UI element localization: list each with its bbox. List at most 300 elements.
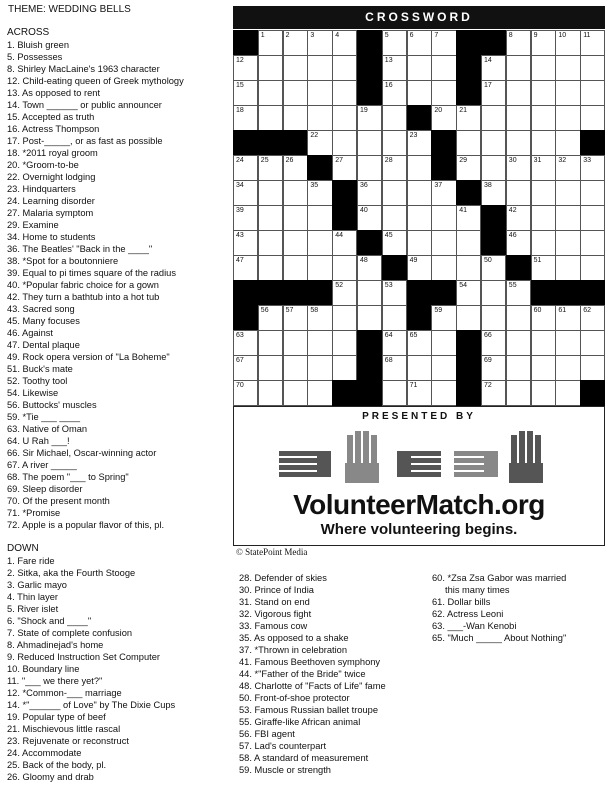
clue-item: 13. As opposed to rent bbox=[7, 88, 101, 98]
grid-cell[interactable] bbox=[357, 280, 382, 306]
grid-cell[interactable] bbox=[531, 330, 556, 356]
clue-item: 29. Examine bbox=[7, 220, 59, 230]
clue-item: 2. Sitka, aka the Fourth Stooge bbox=[7, 568, 136, 578]
theme-title: THEME: WEDDING BELLS bbox=[8, 4, 131, 15]
grid-cell[interactable] bbox=[258, 205, 283, 231]
clue-number: 60 bbox=[533, 307, 542, 314]
clue-number: 56 bbox=[260, 307, 269, 314]
clue-number: 44 bbox=[335, 232, 343, 239]
grid-cell[interactable] bbox=[233, 205, 258, 231]
grid-cell[interactable] bbox=[456, 305, 481, 331]
clue-item: 53. Famous Russian ballet troupe bbox=[239, 705, 379, 715]
clue-item: 68. The poem "___ to Spring" bbox=[7, 472, 129, 482]
grid-cell[interactable] bbox=[283, 255, 308, 281]
grid-cell[interactable] bbox=[555, 380, 580, 406]
grid-cell[interactable] bbox=[580, 55, 605, 81]
grid-cell[interactable] bbox=[332, 280, 357, 306]
grid-cell[interactable] bbox=[431, 355, 456, 381]
clue-item: 1. Fare ride bbox=[7, 556, 55, 566]
grid-cell[interactable] bbox=[531, 55, 556, 81]
grid-cell[interactable] bbox=[283, 30, 308, 56]
grid-cell[interactable] bbox=[431, 80, 456, 106]
crossword-panel bbox=[233, 6, 605, 546]
clue-number: 55 bbox=[508, 282, 517, 289]
grid-cell[interactable] bbox=[481, 380, 506, 406]
grid-cell[interactable] bbox=[407, 230, 432, 256]
black-square bbox=[407, 105, 432, 131]
black-square bbox=[233, 280, 258, 306]
grid-cell[interactable] bbox=[481, 255, 506, 281]
grid-cell[interactable] bbox=[307, 130, 332, 156]
grid-cell[interactable] bbox=[407, 55, 432, 81]
grid-cell[interactable] bbox=[258, 330, 283, 356]
grid-cell[interactable] bbox=[283, 355, 308, 381]
black-square bbox=[357, 355, 382, 381]
grid-cell[interactable] bbox=[506, 280, 531, 306]
clue-item: 56. FBI agent bbox=[239, 729, 295, 739]
grid-cell[interactable] bbox=[456, 255, 481, 281]
grid-cell[interactable] bbox=[332, 305, 357, 331]
grid-cell[interactable] bbox=[307, 30, 332, 56]
grid-cell[interactable] bbox=[258, 255, 283, 281]
grid-cell[interactable] bbox=[580, 305, 605, 331]
grid-cell[interactable] bbox=[233, 255, 258, 281]
grid-cell[interactable] bbox=[258, 305, 283, 331]
black-square bbox=[531, 280, 556, 306]
grid-cell[interactable] bbox=[407, 355, 432, 381]
clue-number: 43 bbox=[236, 232, 244, 239]
clue-item: 17. Post-_____, or as fast as possible bbox=[7, 136, 163, 146]
grid-cell[interactable] bbox=[580, 230, 605, 256]
grid-cell[interactable] bbox=[258, 55, 283, 81]
clue-number: 17 bbox=[484, 82, 492, 89]
grid-cell[interactable] bbox=[283, 205, 308, 231]
grid-cell[interactable] bbox=[258, 80, 283, 106]
clue-item: 16. Actress Thompson bbox=[7, 124, 100, 134]
clue-item: 36. The Beatles' "Back in the ____" bbox=[7, 244, 153, 254]
grid-cell[interactable] bbox=[431, 380, 456, 406]
clue-number: 32 bbox=[558, 157, 567, 164]
clue-number: 52 bbox=[335, 282, 343, 289]
clue-number: 42 bbox=[508, 207, 517, 214]
grid-cell[interactable] bbox=[407, 255, 432, 281]
clue-number: 38 bbox=[484, 182, 492, 189]
clue-item: 35. As opposed to a shake bbox=[239, 633, 349, 643]
clue-item: 54. Likewise bbox=[7, 388, 59, 398]
grid-cell[interactable] bbox=[506, 355, 531, 381]
clue-item: 15. Accepted as truth bbox=[7, 112, 95, 122]
clue-item: 63. Native of Oman bbox=[7, 424, 88, 434]
grid-cell[interactable] bbox=[555, 330, 580, 356]
grid-cell[interactable] bbox=[258, 180, 283, 206]
clue-item: 66. Sir Michael, Oscar-winning actor bbox=[7, 448, 157, 458]
grid-cell[interactable] bbox=[456, 205, 481, 231]
grid-cell[interactable] bbox=[431, 255, 456, 281]
grid-cell[interactable] bbox=[431, 30, 456, 56]
clue-number: 19 bbox=[360, 107, 368, 114]
grid-cell[interactable] bbox=[407, 180, 432, 206]
clue-item: this many times bbox=[445, 585, 510, 595]
grid-cell[interactable] bbox=[233, 355, 258, 381]
clue-number: 4 bbox=[335, 32, 340, 39]
grid-cell[interactable] bbox=[506, 105, 531, 131]
clue-item: 63. ___-Wan Kenobi bbox=[432, 621, 517, 631]
clue-number: 27 bbox=[335, 157, 343, 164]
grid-cell[interactable] bbox=[283, 105, 308, 131]
black-square bbox=[481, 230, 506, 256]
grid-cell[interactable] bbox=[431, 180, 456, 206]
grid-cell[interactable] bbox=[332, 255, 357, 281]
grid-cell[interactable] bbox=[481, 280, 506, 306]
grid-cell[interactable] bbox=[431, 105, 456, 131]
grid-cell[interactable] bbox=[580, 330, 605, 356]
clue-number: 71 bbox=[409, 382, 418, 389]
clue-item: 64. U Rah ___! bbox=[7, 436, 70, 446]
grid-cell[interactable] bbox=[531, 255, 556, 281]
clue-number: 30 bbox=[508, 157, 517, 164]
grid-cell[interactable] bbox=[506, 130, 531, 156]
grid-cell[interactable] bbox=[531, 155, 556, 181]
grid-cell[interactable] bbox=[332, 105, 357, 131]
grid-cell[interactable] bbox=[580, 105, 605, 131]
clue-item: 33. Famous cow bbox=[239, 621, 308, 631]
grid-cell[interactable] bbox=[233, 330, 258, 356]
clue-item: 70. Of the present month bbox=[7, 496, 110, 506]
grid-cell[interactable] bbox=[283, 55, 308, 81]
black-square bbox=[456, 355, 481, 381]
grid-cell[interactable] bbox=[481, 80, 506, 106]
grid-cell[interactable] bbox=[407, 130, 432, 156]
volunteermatch-tagline: Where volunteering begins. bbox=[320, 521, 518, 538]
clue-number: 66 bbox=[484, 332, 492, 339]
clue-item: 30. Prince of India bbox=[239, 585, 314, 595]
clue-number: 28 bbox=[384, 157, 393, 164]
grid-cell[interactable] bbox=[307, 380, 332, 406]
clue-number: 47 bbox=[236, 257, 244, 264]
grid-cell[interactable] bbox=[481, 305, 506, 331]
grid-cell[interactable] bbox=[531, 205, 556, 231]
grid-cell[interactable] bbox=[506, 330, 531, 356]
grid-cell[interactable] bbox=[382, 305, 407, 331]
grid-cell[interactable] bbox=[531, 230, 556, 256]
grid-cell[interactable] bbox=[531, 105, 556, 131]
clue-number: 35 bbox=[310, 182, 319, 189]
grid-cell[interactable] bbox=[407, 155, 432, 181]
grid-cell[interactable] bbox=[357, 105, 382, 131]
black-square bbox=[357, 80, 382, 106]
grid-cell[interactable] bbox=[580, 30, 605, 56]
grid-cell[interactable] bbox=[506, 80, 531, 106]
clue-number: 15 bbox=[236, 82, 244, 89]
grid-cell[interactable] bbox=[382, 355, 407, 381]
clue-number: 2 bbox=[285, 32, 290, 39]
grid-cell[interactable] bbox=[307, 355, 332, 381]
grid-cell[interactable] bbox=[555, 305, 580, 331]
grid-cell[interactable] bbox=[531, 80, 556, 106]
black-square bbox=[456, 330, 481, 356]
down-heading: DOWN bbox=[7, 543, 39, 554]
grid-cell[interactable] bbox=[531, 380, 556, 406]
grid-cell[interactable] bbox=[258, 30, 283, 56]
grid-cell[interactable] bbox=[555, 255, 580, 281]
black-square bbox=[407, 280, 432, 306]
grid-cell[interactable] bbox=[431, 55, 456, 81]
grid-cell[interactable] bbox=[531, 180, 556, 206]
clue-item: 6. "Shock and ____" bbox=[7, 616, 92, 626]
grid-cell[interactable] bbox=[233, 180, 258, 206]
black-square bbox=[382, 255, 407, 281]
clue-item: 10. Boundary line bbox=[7, 664, 80, 674]
clue-number: 22 bbox=[310, 132, 319, 139]
grid-cell[interactable] bbox=[407, 30, 432, 56]
across-clue-list bbox=[7, 39, 184, 531]
black-square bbox=[332, 180, 357, 206]
clue-number: 50 bbox=[484, 257, 492, 264]
clue-number: 68 bbox=[384, 357, 393, 364]
clue-item: 20. *Groom-to-be bbox=[7, 160, 79, 170]
black-square bbox=[283, 130, 308, 156]
clue-item: 12. *Common-___ marriage bbox=[7, 688, 122, 698]
grid-cell[interactable] bbox=[531, 355, 556, 381]
grid-cell[interactable] bbox=[258, 230, 283, 256]
grid-cell[interactable] bbox=[357, 255, 382, 281]
grid-cell[interactable] bbox=[407, 205, 432, 231]
clue-number: 1 bbox=[260, 32, 265, 39]
clue-item: 24. Accommodate bbox=[7, 748, 82, 758]
grid-cell[interactable] bbox=[307, 330, 332, 356]
clue-number: 61 bbox=[558, 307, 567, 314]
grid-cell[interactable] bbox=[555, 55, 580, 81]
clue-item: 27. Malaria symptom bbox=[7, 208, 94, 218]
grid-cell[interactable] bbox=[481, 55, 506, 81]
grid-cell[interactable] bbox=[481, 355, 506, 381]
clue-number: 36 bbox=[360, 182, 368, 189]
grid-cell[interactable] bbox=[382, 230, 407, 256]
grid-cell[interactable] bbox=[382, 30, 407, 56]
sponsor-box bbox=[233, 406, 605, 546]
clue-number: 54 bbox=[459, 282, 467, 289]
grid-cell[interactable] bbox=[506, 305, 531, 331]
grid-cell[interactable] bbox=[307, 55, 332, 81]
grid-cell[interactable] bbox=[580, 255, 605, 281]
grid-cell[interactable] bbox=[307, 205, 332, 231]
grid-cell[interactable] bbox=[283, 155, 308, 181]
grid-cell[interactable] bbox=[382, 155, 407, 181]
grid-cell[interactable] bbox=[555, 130, 580, 156]
clue-item: 28. Defender of skies bbox=[239, 573, 327, 583]
black-square bbox=[555, 280, 580, 306]
grid-cell[interactable] bbox=[531, 30, 556, 56]
grid-cell[interactable] bbox=[332, 130, 357, 156]
grid-cell[interactable] bbox=[456, 230, 481, 256]
grid-cell[interactable] bbox=[555, 30, 580, 56]
grid-cell[interactable] bbox=[481, 155, 506, 181]
grid-cell[interactable] bbox=[233, 380, 258, 406]
clue-number: 29 bbox=[459, 157, 467, 164]
grid-cell[interactable] bbox=[307, 255, 332, 281]
clue-number: 49 bbox=[409, 257, 418, 264]
grid-cell[interactable] bbox=[506, 180, 531, 206]
grid-cell[interactable] bbox=[431, 305, 456, 331]
clue-number: 31 bbox=[533, 157, 542, 164]
grid-cell[interactable] bbox=[382, 280, 407, 306]
grid-cell[interactable] bbox=[456, 280, 481, 306]
grid-cell[interactable] bbox=[332, 355, 357, 381]
grid-cell[interactable] bbox=[506, 380, 531, 406]
grid-cell[interactable] bbox=[555, 80, 580, 106]
clue-number: 16 bbox=[384, 82, 393, 89]
grid-cell[interactable] bbox=[531, 130, 556, 156]
black-square bbox=[580, 130, 605, 156]
grid-cell[interactable] bbox=[407, 330, 432, 356]
grid-cell[interactable] bbox=[283, 230, 308, 256]
grid-cell[interactable] bbox=[580, 205, 605, 231]
grid-cell[interactable] bbox=[233, 55, 258, 81]
volunteermatch-logo: VolunteerMatch.org bbox=[293, 489, 545, 520]
clue-item: 26. Gloomy and drab bbox=[7, 772, 94, 782]
grid-cell[interactable] bbox=[332, 55, 357, 81]
grid-cell[interactable] bbox=[382, 180, 407, 206]
black-square bbox=[407, 305, 432, 331]
grid-cell[interactable] bbox=[233, 230, 258, 256]
grid-cell[interactable] bbox=[506, 205, 531, 231]
grid-cell[interactable] bbox=[283, 305, 308, 331]
clue-item: 4. Thin layer bbox=[7, 592, 58, 602]
down-clue-list-2 bbox=[239, 572, 386, 776]
grid-cell[interactable] bbox=[258, 380, 283, 406]
clue-number: 67 bbox=[236, 357, 244, 364]
grid-cell[interactable] bbox=[431, 230, 456, 256]
grid-cell[interactable] bbox=[382, 205, 407, 231]
grid-cell[interactable] bbox=[357, 305, 382, 331]
black-square bbox=[233, 130, 258, 156]
grid-cell[interactable] bbox=[307, 305, 332, 331]
clue-item: 31. Stand on end bbox=[239, 597, 310, 607]
grid-cell[interactable] bbox=[382, 380, 407, 406]
black-square bbox=[431, 280, 456, 306]
grid-cell[interactable] bbox=[481, 180, 506, 206]
grid-cell[interactable] bbox=[307, 230, 332, 256]
grid-cell[interactable] bbox=[332, 155, 357, 181]
clue-item: 8. Ahmadinejad's home bbox=[7, 640, 104, 650]
clue-item: 61. Dollar bills bbox=[432, 597, 491, 607]
clue-item: 59. *Tie ___ ____ bbox=[7, 412, 81, 422]
grid-cell[interactable] bbox=[258, 355, 283, 381]
grid-cell[interactable] bbox=[382, 55, 407, 81]
grid-cell[interactable] bbox=[506, 30, 531, 56]
grid-cell[interactable] bbox=[283, 330, 308, 356]
across-heading: ACROSS bbox=[7, 27, 50, 38]
grid-cell[interactable] bbox=[283, 80, 308, 106]
grid-cell[interactable] bbox=[580, 355, 605, 381]
black-square bbox=[357, 330, 382, 356]
grid-cell[interactable] bbox=[332, 230, 357, 256]
black-square bbox=[580, 280, 605, 306]
clue-item: 46. Against bbox=[7, 328, 54, 338]
clue-number: 69 bbox=[484, 357, 492, 364]
clue-number: 48 bbox=[360, 257, 368, 264]
grid-cell[interactable] bbox=[332, 330, 357, 356]
grid-cell[interactable] bbox=[456, 130, 481, 156]
grid-cell[interactable] bbox=[580, 80, 605, 106]
grid-cell[interactable] bbox=[382, 80, 407, 106]
grid-cell[interactable] bbox=[431, 205, 456, 231]
grid-cell[interactable] bbox=[481, 130, 506, 156]
grid-cell[interactable] bbox=[258, 105, 283, 131]
grid-cell[interactable] bbox=[332, 80, 357, 106]
grid-cell[interactable] bbox=[307, 105, 332, 131]
grid-cell[interactable] bbox=[456, 105, 481, 131]
grid-cell[interactable] bbox=[382, 330, 407, 356]
clue-number: 40 bbox=[360, 207, 368, 214]
grid-cell[interactable] bbox=[580, 155, 605, 181]
grid-cell[interactable] bbox=[357, 155, 382, 181]
clue-item: 56. Buttocks' muscles bbox=[7, 400, 97, 410]
grid-cell[interactable] bbox=[555, 355, 580, 381]
grid-cell[interactable] bbox=[456, 155, 481, 181]
grid-cell[interactable] bbox=[555, 105, 580, 131]
clue-number: 39 bbox=[236, 207, 244, 214]
grid-cell[interactable] bbox=[555, 180, 580, 206]
grid-cell[interactable] bbox=[506, 55, 531, 81]
grid-cell[interactable] bbox=[357, 180, 382, 206]
grid-cell[interactable] bbox=[506, 155, 531, 181]
grid-cell[interactable] bbox=[407, 380, 432, 406]
grid-cell[interactable] bbox=[332, 30, 357, 56]
grid-cell[interactable] bbox=[233, 155, 258, 181]
clue-item: 40. *Popular fabric choice for a gown bbox=[7, 280, 159, 290]
clue-item: 42. They turn a bathtub into a hot tub bbox=[7, 292, 160, 302]
grid-cell[interactable] bbox=[555, 230, 580, 256]
grid-cell[interactable] bbox=[307, 180, 332, 206]
hands-logo-icon bbox=[279, 427, 569, 489]
grid-cell[interactable] bbox=[481, 105, 506, 131]
grid-cell[interactable] bbox=[307, 80, 332, 106]
grid-cell[interactable] bbox=[258, 155, 283, 181]
clue-item: 22. Overnight lodging bbox=[7, 172, 96, 182]
clue-item: 58. A standard of measurement bbox=[239, 753, 369, 763]
grid-cell[interactable] bbox=[382, 105, 407, 131]
grid-cell[interactable] bbox=[431, 330, 456, 356]
grid-cell[interactable] bbox=[283, 380, 308, 406]
grid-cell[interactable] bbox=[233, 80, 258, 106]
grid-cell[interactable] bbox=[357, 130, 382, 156]
grid-cell[interactable] bbox=[407, 80, 432, 106]
clue-item: 23. Rejuvenate or reconstruct bbox=[7, 736, 129, 746]
clue-item: 38. *Spot for a boutonniere bbox=[7, 256, 119, 266]
grid-cell[interactable] bbox=[555, 155, 580, 181]
grid-cell[interactable] bbox=[481, 330, 506, 356]
grid-cell[interactable] bbox=[283, 180, 308, 206]
black-square bbox=[456, 180, 481, 206]
clue-number: 20 bbox=[434, 107, 443, 114]
grid-cell[interactable] bbox=[580, 180, 605, 206]
clue-number: 26 bbox=[285, 157, 294, 164]
clue-item: 5. River islet bbox=[7, 604, 59, 614]
grid-cell[interactable] bbox=[233, 105, 258, 131]
grid-cell[interactable] bbox=[555, 205, 580, 231]
clue-item: 37. *Thrown in celebration bbox=[239, 645, 348, 655]
grid-cell[interactable] bbox=[531, 305, 556, 331]
grid-cell[interactable] bbox=[357, 205, 382, 231]
clue-item: 1. Bluish green bbox=[7, 40, 70, 50]
grid-cell[interactable] bbox=[506, 230, 531, 256]
clue-item: 55. Giraffe-like African animal bbox=[239, 717, 361, 727]
black-square bbox=[357, 380, 382, 406]
black-square bbox=[307, 280, 332, 306]
grid-cell[interactable] bbox=[382, 130, 407, 156]
clue-item: 9. Reduced Instruction Set Computer bbox=[7, 652, 160, 662]
